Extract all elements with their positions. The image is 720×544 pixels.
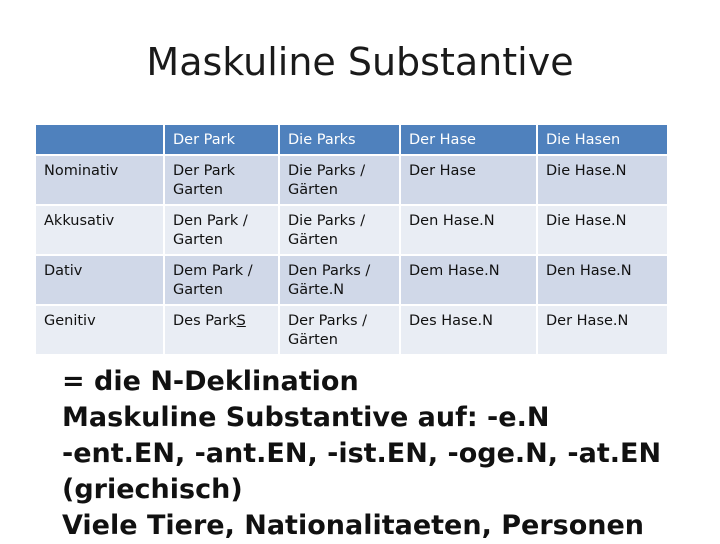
case-label: Akkusativ xyxy=(36,205,164,255)
note-line: Maskuline Substantive auf: -e.N xyxy=(62,402,550,433)
header-cell-der-hase: Der Hase xyxy=(400,125,537,155)
table-row xyxy=(36,155,668,205)
note-line: Viele Tiere, Nationalitaeten, Personen xyxy=(62,510,645,541)
case-label: Genitiv xyxy=(36,305,164,355)
table-cell: Den Hase.N xyxy=(400,205,537,255)
header-cell-der-park: Der Park xyxy=(164,125,279,155)
slide-title: Maskuline Substantive xyxy=(146,40,574,84)
table-cell xyxy=(164,205,279,255)
cell-line: Gärten xyxy=(288,232,338,248)
table-row xyxy=(36,305,668,355)
table-cell xyxy=(164,155,279,205)
cell-line: Den Park / xyxy=(173,213,248,229)
table-cell: Der Hase xyxy=(400,155,537,205)
table-cell xyxy=(279,155,400,205)
cell-line: Die Parks / xyxy=(288,213,366,229)
header-row xyxy=(36,125,668,155)
header-cell-die-parks: Die Parks xyxy=(279,125,400,155)
notes-block xyxy=(62,364,720,544)
cell-line: Garten xyxy=(173,232,223,248)
cell-line: Der Parks / xyxy=(288,313,368,329)
table-cell xyxy=(164,305,279,355)
cell-line: Die Parks / xyxy=(288,163,366,179)
table-cell xyxy=(164,255,279,305)
table-cell: Der Hase.N xyxy=(537,305,668,355)
table-cell: Die Hase.N xyxy=(537,205,668,255)
note-line: = die N-Deklination xyxy=(62,366,359,397)
table-cell: Den Hase.N xyxy=(537,255,668,305)
table-cell xyxy=(279,205,400,255)
cell-text: Des Park xyxy=(173,313,237,329)
genitive-suffix: S xyxy=(236,313,246,329)
table-cell xyxy=(279,255,400,305)
cell-line: Garten xyxy=(173,182,223,198)
cell-line: Gärten xyxy=(288,182,338,198)
table-cell: Des Hase.N xyxy=(400,305,537,355)
case-label: Nominativ xyxy=(36,155,164,205)
declension-table xyxy=(36,125,669,356)
table-cell: Die Hase.N xyxy=(537,155,668,205)
header-cell-die-hasen: Die Hasen xyxy=(537,125,668,155)
cell-line: Den Parks / xyxy=(288,263,371,279)
table-cell: Dem Hase.N xyxy=(400,255,537,305)
note-line: (griechisch) xyxy=(62,474,243,505)
cell-line: Dem Park / xyxy=(173,263,253,279)
table-cell xyxy=(279,305,400,355)
cell-line: Garten xyxy=(173,282,223,298)
table-row xyxy=(36,205,668,255)
header-cell-corner xyxy=(36,125,164,155)
cell-line: Gärten xyxy=(288,332,338,348)
table-row xyxy=(36,255,668,305)
case-label: Dativ xyxy=(36,255,164,305)
cell-line: Gärte.N xyxy=(288,282,345,298)
note-line: -ent.EN, -ant.EN, -ist.EN, -oge.N, -at.EN xyxy=(62,438,662,469)
cell-line: Der Park xyxy=(173,163,235,179)
